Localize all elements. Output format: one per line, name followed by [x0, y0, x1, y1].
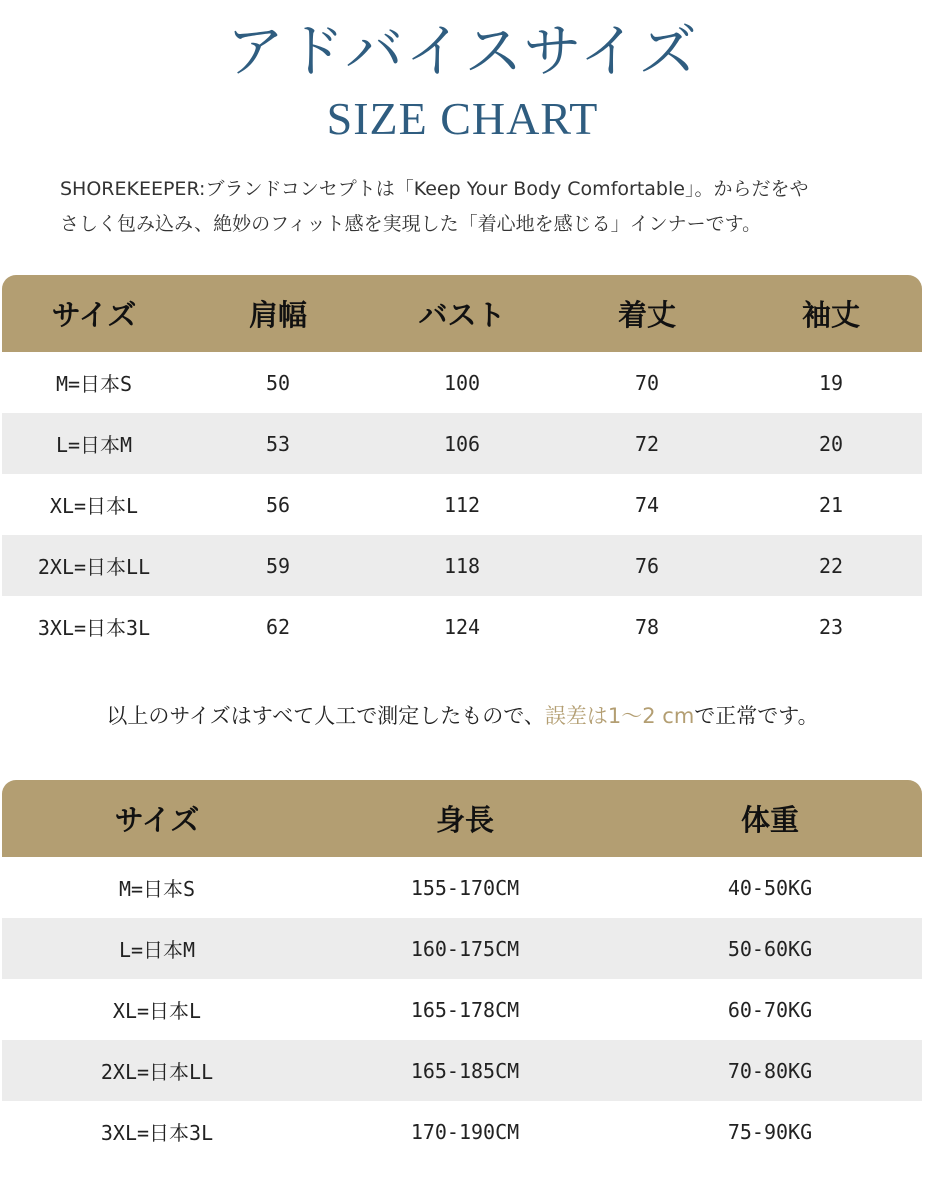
cell-size: 2XL=日本LL	[100, 1060, 214, 1084]
cell-size: 2XL=日本LL	[37, 555, 151, 579]
cell-sleeve: 21	[818, 492, 844, 517]
table-row	[2, 1040, 922, 1101]
cell-bust: 100	[443, 370, 481, 395]
intro-text	[60, 172, 870, 242]
cell-size: 3XL=日本3L	[37, 616, 151, 640]
cell-size: M=日本S	[118, 877, 196, 901]
table-row	[2, 918, 922, 979]
header-length: 着丈	[617, 298, 676, 332]
measurement-note	[0, 700, 925, 730]
cell-shoulder: 50	[265, 370, 291, 395]
cell-length: 78	[634, 614, 660, 639]
table-row	[2, 413, 922, 474]
cell-weight: 75-90KG	[727, 1119, 813, 1144]
cell-weight: 40-50KG	[727, 875, 813, 900]
intro-line-1: SHOREKEEPER:ブランドコンセプトは「Keep Your Body Comfortable」。からだをや	[60, 178, 809, 200]
cell-weight: 50-60KG	[727, 936, 813, 961]
cell-height: 165-185CM	[410, 1058, 520, 1083]
table-row	[2, 1101, 922, 1162]
cell-length: 74	[634, 492, 660, 517]
table-row	[2, 857, 922, 918]
note-before: 以上のサイズはすべて人工で測定したもので、	[106, 704, 545, 728]
header-size: サイズ	[51, 298, 137, 332]
table-row	[2, 352, 922, 413]
intro-line-2: さしく包み込み、絶妙のフィット感を実現した「着心地を感じる」インナーです。	[60, 213, 762, 235]
garment-table-header	[2, 275, 922, 352]
cell-size: XL=日本L	[49, 494, 139, 518]
note-after: で正常です。	[694, 704, 819, 728]
cell-size: L=日本M	[118, 938, 196, 962]
cell-shoulder: 53	[265, 431, 291, 456]
header-size: サイズ	[114, 803, 200, 837]
cell-height: 155-170CM	[410, 875, 520, 900]
cell-height: 160-175CM	[410, 936, 520, 961]
cell-sleeve: 22	[818, 553, 844, 578]
cell-weight: 70-80KG	[727, 1058, 813, 1083]
note-highlight: 誤差は1〜2 cm	[544, 704, 695, 728]
cell-sleeve: 23	[818, 614, 844, 639]
header-weight: 体重	[740, 803, 799, 837]
cell-shoulder: 59	[265, 553, 291, 578]
cell-shoulder: 56	[265, 492, 291, 517]
table-row	[2, 979, 922, 1040]
header-bust: バスト	[418, 298, 506, 332]
cell-bust: 118	[443, 553, 481, 578]
cell-bust: 106	[443, 431, 481, 456]
cell-length: 70	[634, 370, 660, 395]
cell-size: M=日本S	[55, 372, 133, 396]
cell-bust: 124	[443, 614, 481, 639]
cell-size: 3XL=日本3L	[100, 1121, 214, 1145]
table-row	[2, 535, 922, 596]
garment-size-table	[2, 275, 922, 657]
cell-sleeve: 19	[818, 370, 844, 395]
cell-length: 76	[634, 553, 660, 578]
header-shoulder: 肩幅	[248, 298, 307, 332]
cell-height: 165-178CM	[410, 997, 520, 1022]
cell-size: L=日本M	[55, 433, 133, 457]
cell-height: 170-190CM	[410, 1119, 520, 1144]
cell-size: XL=日本L	[112, 999, 202, 1023]
cell-sleeve: 20	[818, 431, 844, 456]
cell-bust: 112	[443, 492, 481, 517]
body-size-table	[2, 780, 922, 1162]
header-height: 身長	[435, 803, 494, 837]
table-row	[2, 474, 922, 535]
table-row	[2, 596, 922, 657]
page-title-en: SIZE CHART	[326, 93, 599, 144]
body-table-header	[2, 780, 922, 857]
header-sleeve: 袖丈	[801, 298, 860, 332]
cell-shoulder: 62	[265, 614, 291, 639]
cell-weight: 60-70KG	[727, 997, 813, 1022]
cell-length: 72	[634, 431, 660, 456]
page-title-jp: アドバイスサイズ	[226, 17, 699, 85]
